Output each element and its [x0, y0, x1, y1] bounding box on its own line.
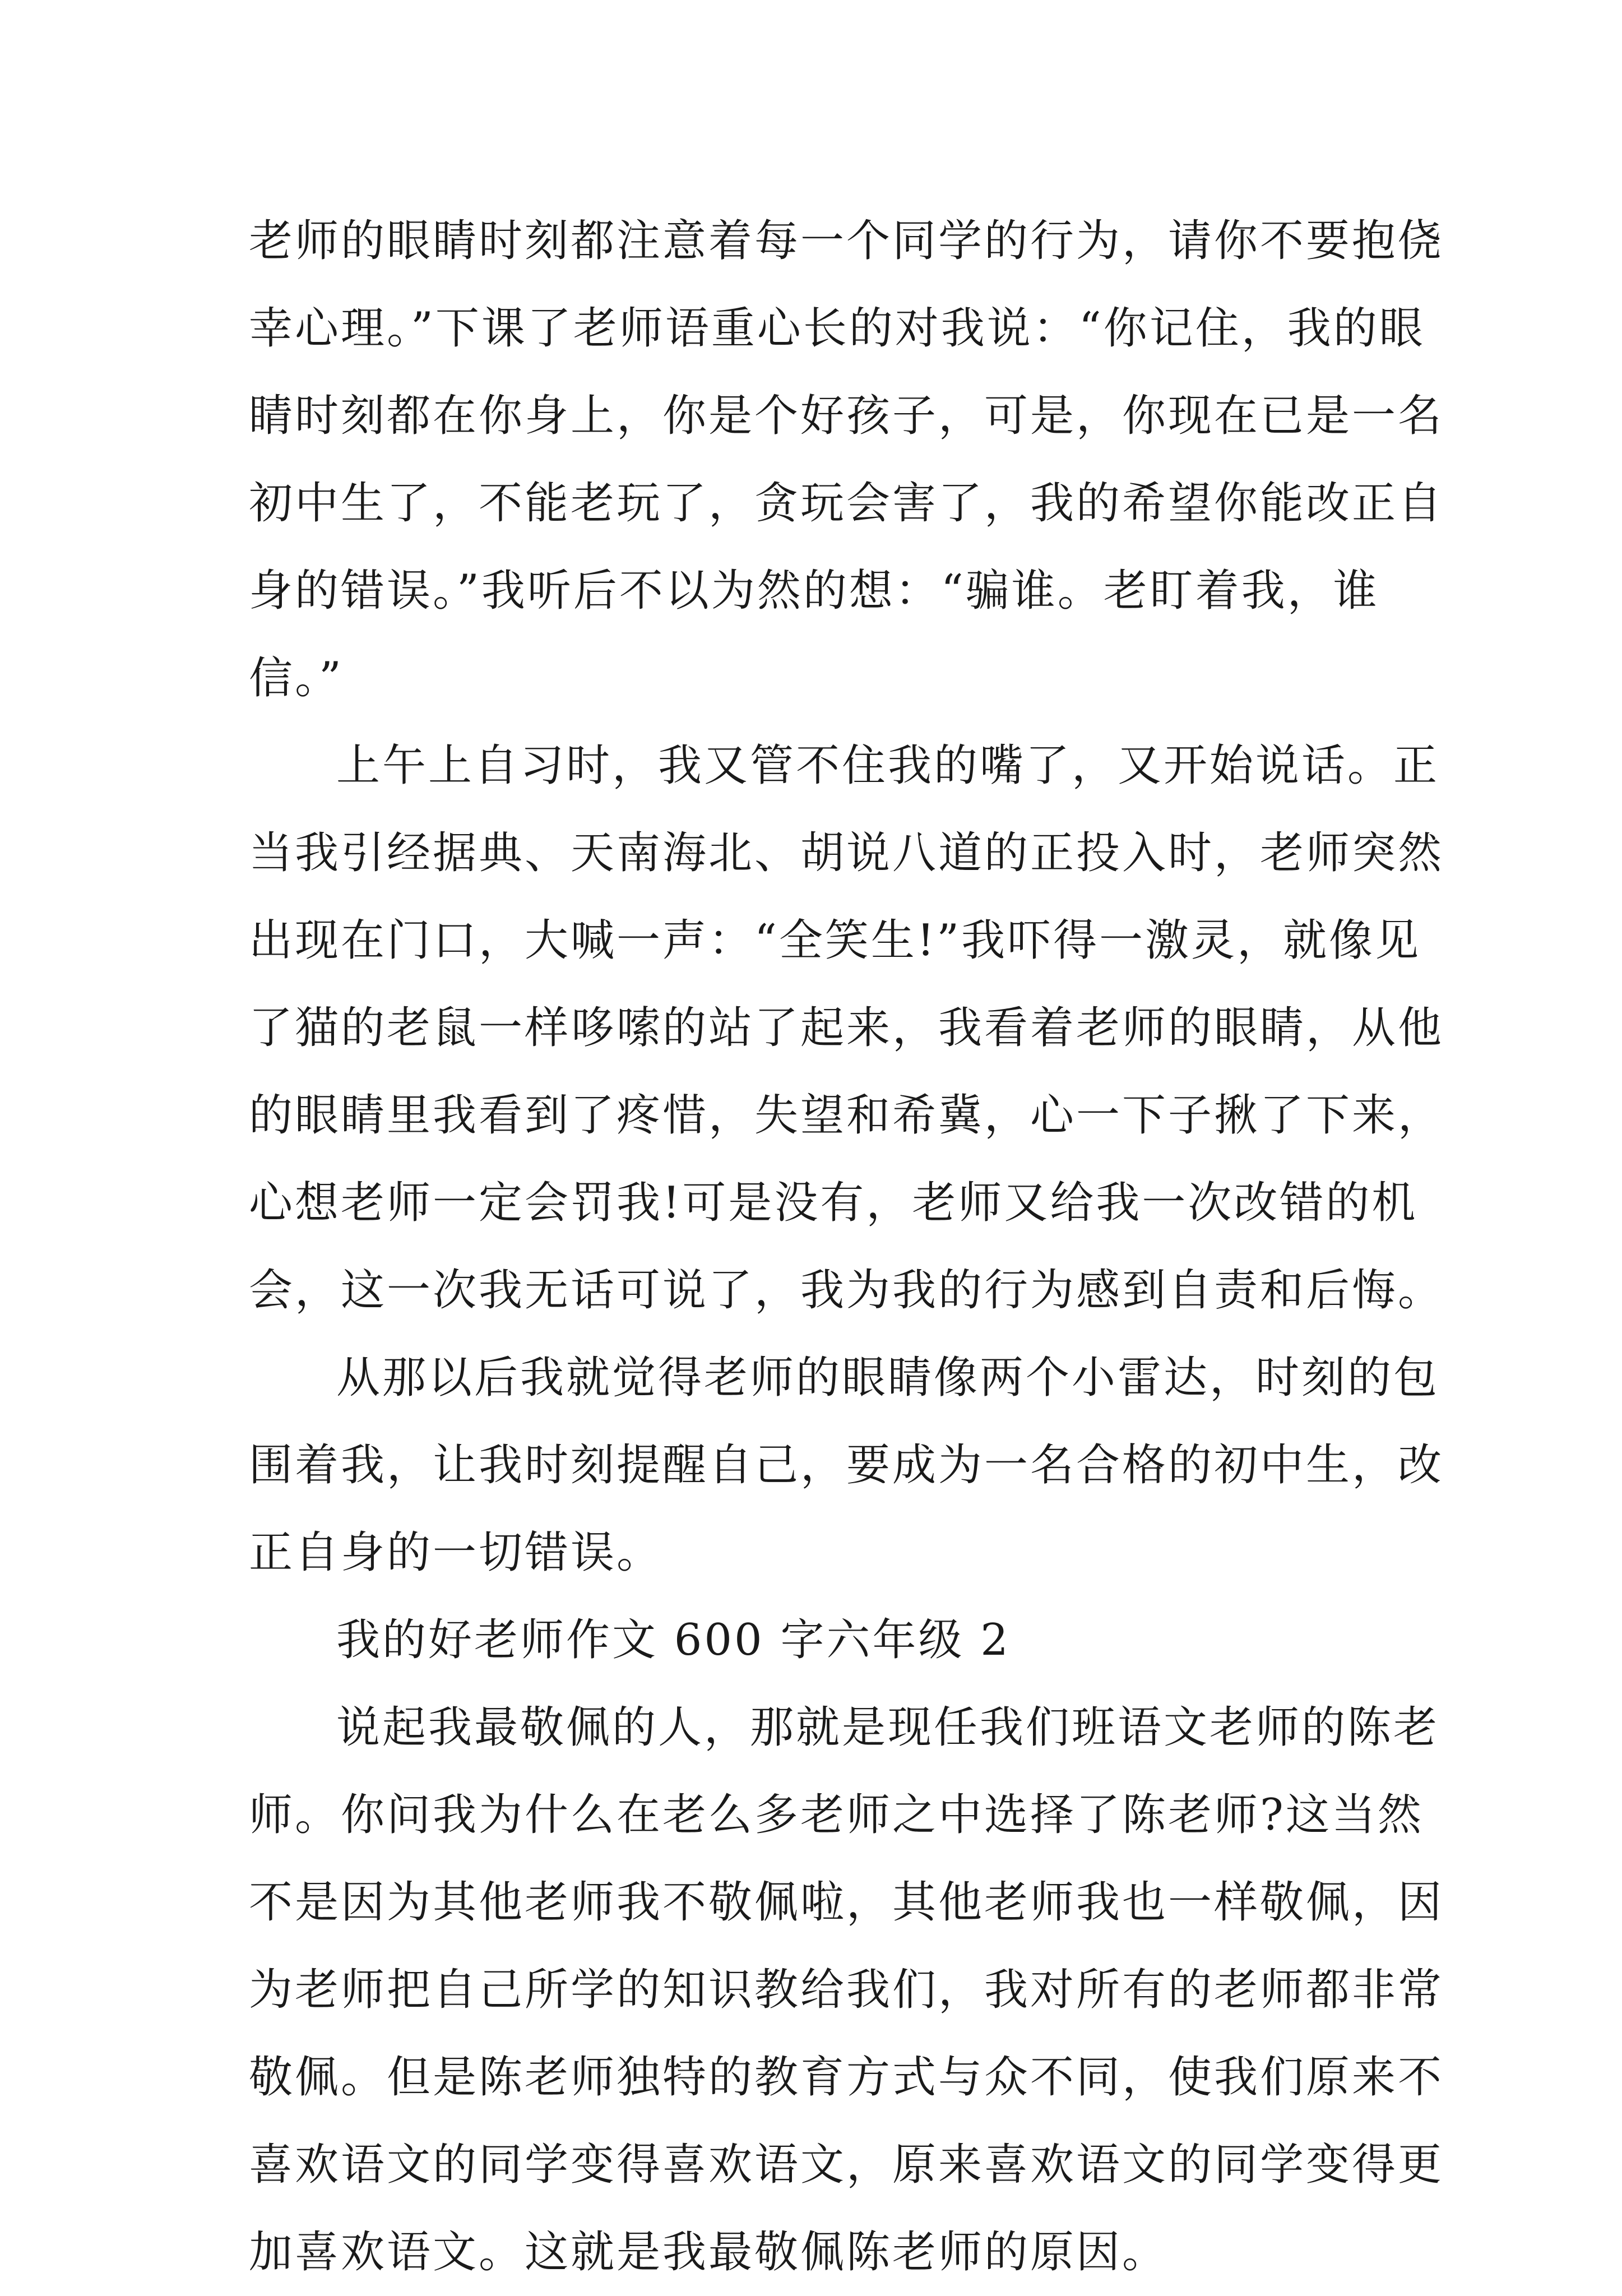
text-line: 加喜欢语文。这就是我最敬佩陈老师的原因。	[249, 2227, 1169, 2278]
text-line: 为老师把自己所学的知识教给我们，我对所有的老师都非常	[249, 1965, 1444, 2015]
paragraph-first-line: 说起我最敬佩的人，那就是现任我们班语文老师的陈老	[336, 1702, 1440, 1753]
text-line: 的眼睛里我看到了疼惜，失望和希冀，心一下子揪了下来，	[249, 1090, 1444, 1141]
text-line: 信。”	[249, 653, 344, 703]
text-line: 初中生了，不能老玩了，贪玩会害了，我的希望你能改正自	[249, 478, 1444, 529]
text-line: 当我引经据典、天南海北、胡说八道的正投入时，老师突然	[249, 828, 1444, 878]
text-line: 敬佩。但是陈老师独特的教育方式与众不同，使我们原来不	[249, 2052, 1444, 2103]
text-line: 师。你问我为什么在老么多老师之中选择了陈老师?这当然	[249, 1790, 1424, 1840]
text-line: 睛时刻都在你身上，你是个好孩子，可是，你现在已是一名	[249, 391, 1444, 441]
paragraph-first-line: 从那以后我就觉得老师的眼睛像两个小雷达，时刻的包	[336, 1353, 1440, 1403]
document-body	[249, 197, 1444, 2296]
text-line: 老师的眼睛时刻都注意着每一个同学的行为，请你不要抱侥	[249, 216, 1444, 266]
section-heading: 我的好老师作文 600 字六年级 2	[336, 1615, 1011, 1665]
text-line: 正自身的一切错误。	[249, 1527, 663, 1578]
text-line: 心想老师一定会罚我!可是没有，老师又给我一次改错的机	[249, 1178, 1418, 1228]
text-line: 喜欢语文的同学变得喜欢语文，原来喜欢语文的同学变得更	[249, 2140, 1444, 2190]
text-line: 围着我，让我时刻提醒自己，要成为一名合格的初中生，改	[249, 1440, 1444, 1490]
text-line: 不是因为其他老师我不敬佩啦，其他老师我也一样敬佩，因	[249, 1877, 1444, 1928]
text-line: 幸心理。”下课了老师语重心长的对我说：“你记住，我的眼	[249, 303, 1425, 354]
paragraph-first-line: 上午上自习时，我又管不住我的嘴了，又开始说话。正	[336, 740, 1440, 791]
text-line: 身的错误。”我听后不以为然的想：“骗谁。老盯着我，谁	[249, 566, 1379, 616]
text-line: 出现在门口，大喊一声：“全笑生!”我吓得一激灵，就像见	[249, 915, 1421, 966]
text-line: 会，这一次我无话可说了，我为我的行为感到自责和后悔。	[249, 1265, 1444, 1316]
text-line: 了猫的老鼠一样哆嗦的站了起来，我看着老师的眼睛，从他	[249, 1003, 1444, 1053]
